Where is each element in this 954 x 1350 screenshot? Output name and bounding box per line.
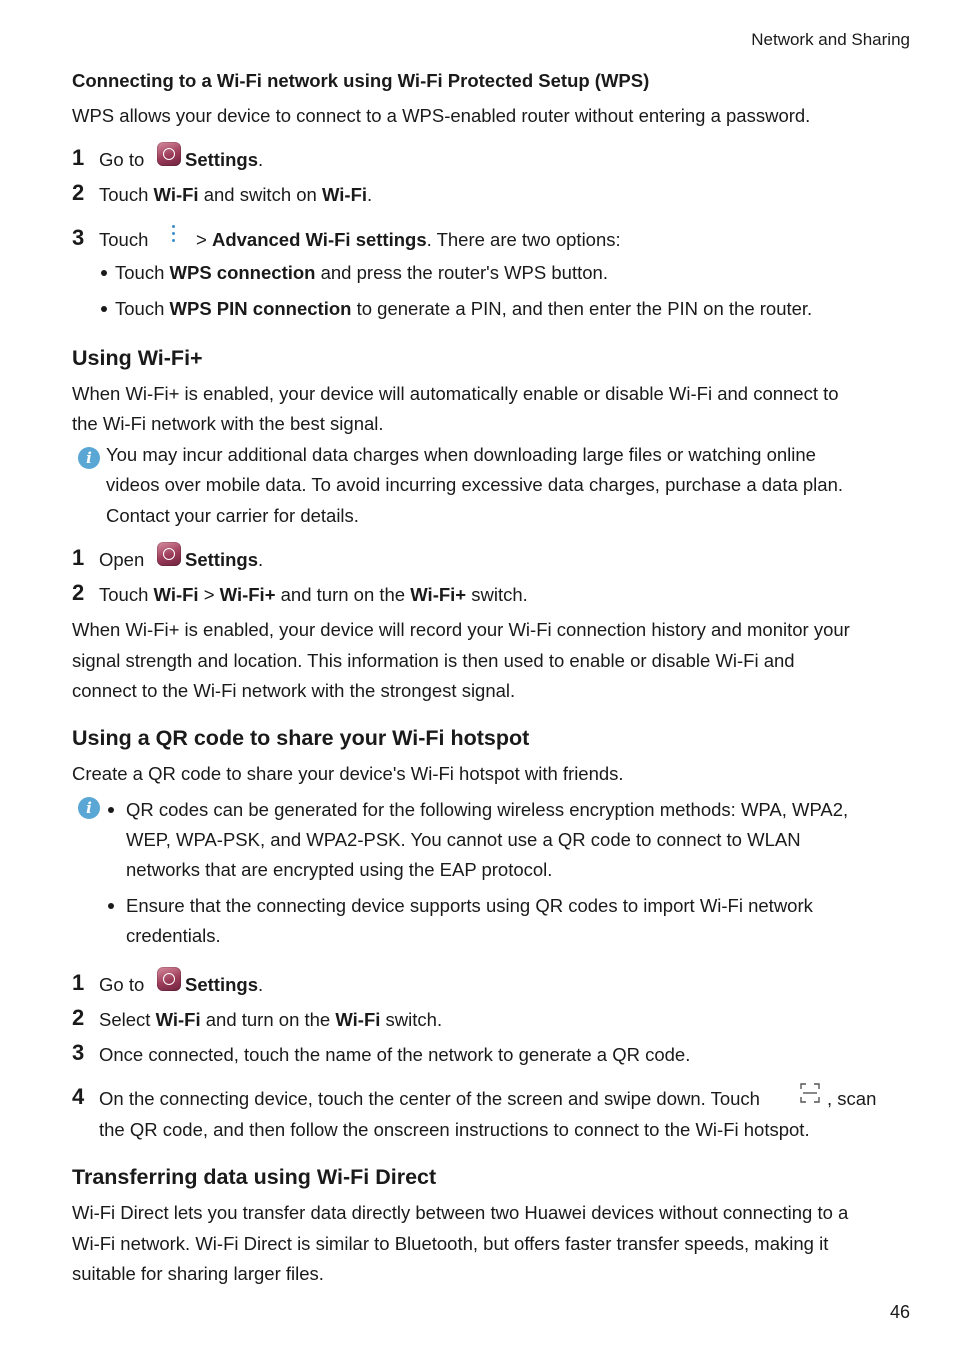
wifiplus-step2-number: 2 — [72, 580, 85, 605]
settings-app-icon — [157, 967, 181, 991]
qr-step2: Select Wi-Fi and turn on the Wi-Fi switch. — [99, 1009, 443, 1030]
bullet-dot — [108, 807, 114, 813]
wifiplus-para-line1: When Wi-Fi+ is enabled, your device will record your Wi-Fi connection history and monitor your — [72, 619, 850, 640]
direct-heading: Transferring data using Wi-Fi Direct — [72, 1165, 437, 1189]
wps-step3-number: 3 — [72, 225, 85, 250]
wifiplus-note-line3: Contact your carrier for details. — [106, 505, 359, 526]
qr-step3: Once connected, touch the name of the network to generate a QR code. — [99, 1044, 691, 1065]
wps-step1 — [99, 149, 144, 171]
wifiplus-para-line2: signal strength and location. This information is then used to enable or disable Wi-Fi and — [72, 650, 795, 671]
qr-note2-line2: credentials. — [126, 925, 221, 946]
qr-step1-number: 1 — [72, 970, 85, 995]
wifiplus-step1-pre: Open — [99, 549, 145, 570]
wps-option1: Touch WPS connection and press the router's WPS button. — [115, 262, 608, 283]
qr-step1-pre: Go to — [99, 974, 145, 995]
wps-step2-number: 2 — [72, 180, 85, 205]
qr-step2-number: 2 — [72, 1005, 85, 1030]
wifiplus-intro-line1: When Wi-Fi+ is enabled, your device will automatically enable or disable Wi-Fi and connect to — [72, 383, 839, 404]
bullet-dot — [108, 903, 114, 909]
wifiplus-note-line2: videos over mobile data. To avoid incurring excessive data charges, purchase a data plan. — [106, 474, 844, 495]
qr-note1-line2: WEP, WPA-PSK, and WPA2-PSK. You cannot use a QR code to connect to WLAN — [126, 829, 801, 850]
qr-note2-line1: Ensure that the connecting device supports using QR codes to import Wi-Fi network — [126, 895, 813, 916]
settings-app-icon — [157, 142, 181, 166]
bullet-dot — [101, 306, 107, 312]
wps-step1-number: 1 — [72, 145, 85, 170]
page-number: 46 — [889, 1302, 910, 1322]
wifiplus-heading: Using Wi-Fi+ — [72, 346, 203, 370]
wifiplus-step1-number: 1 — [72, 545, 85, 570]
info-icon: i — [78, 797, 100, 819]
direct-line3: suitable for sharing larger files. — [72, 1263, 324, 1284]
wifiplus-note-line1: You may incur additional data charges when downloading large files or watching online — [106, 444, 816, 465]
info-icon: i — [78, 447, 100, 469]
wps-step3: > Advanced Wi-Fi settings. There are two options: — [196, 229, 621, 250]
wps-heading: Connecting to a Wi-Fi network using Wi-Fi Protected Setup (WPS) — [72, 70, 650, 91]
wps-step2: Touch Wi-Fi and switch on Wi-Fi. — [99, 184, 373, 205]
scan-icon — [800, 1083, 820, 1103]
more-vertical-icon — [172, 225, 176, 245]
qr-step3-number: 3 — [72, 1040, 85, 1065]
qr-heading: Using a QR code to share your Wi-Fi hotspot — [72, 726, 530, 750]
wifiplus-intro-line2: the Wi-Fi network with the best signal. — [72, 413, 384, 434]
running-header: Network and Sharing — [751, 30, 910, 49]
qr-step4-line1-post: , scan — [827, 1088, 877, 1109]
qr-note1-line1: QR codes can be generated for the following wireless encryption methods: WPA, WPA2, — [126, 799, 849, 820]
wps-step3-pre: Touch — [99, 229, 149, 250]
qr-step4-line2: the QR code, and then follow the onscreen instructions to connect to the Wi-Fi hotspot. — [99, 1119, 810, 1140]
settings-app-icon — [157, 542, 181, 566]
wps-step1-pre: Go to — [99, 149, 145, 170]
wifiplus-step1-label: Settings. — [185, 549, 264, 570]
qr-step4-number: 4 — [72, 1084, 85, 1109]
direct-line1: Wi-Fi Direct lets you transfer data directly between two Huawei devices without connecting to a — [72, 1202, 849, 1223]
qr-intro: Create a QR code to share your device's Wi-Fi hotspot with friends. — [72, 763, 624, 784]
wps-option2: Touch WPS PIN connection to generate a PIN, and then enter the PIN on the router. — [115, 298, 813, 319]
wifiplus-step2: Touch Wi-Fi > Wi-Fi+ and turn on the Wi-Fi+ switch. — [99, 584, 528, 605]
qr-step1-label: Settings. — [185, 974, 264, 995]
direct-line2: Wi-Fi network. Wi-Fi Direct is similar to Bluetooth, but offers faster transfer speeds, making it — [72, 1233, 829, 1254]
qr-step4-line1: On the connecting device, touch the center of the screen and swipe down. Touch — [99, 1088, 760, 1109]
wps-step1-label: Settings. — [185, 149, 264, 170]
qr-note1-line3: networks that are encrypted using the EAP protocol. — [126, 859, 553, 880]
bullet-dot — [101, 270, 107, 276]
wps-intro: WPS allows your device to connect to a WPS-enabled router without entering a password. — [72, 105, 811, 126]
wifiplus-para-line3: connect to the Wi-Fi network with the strongest signal. — [72, 680, 516, 701]
